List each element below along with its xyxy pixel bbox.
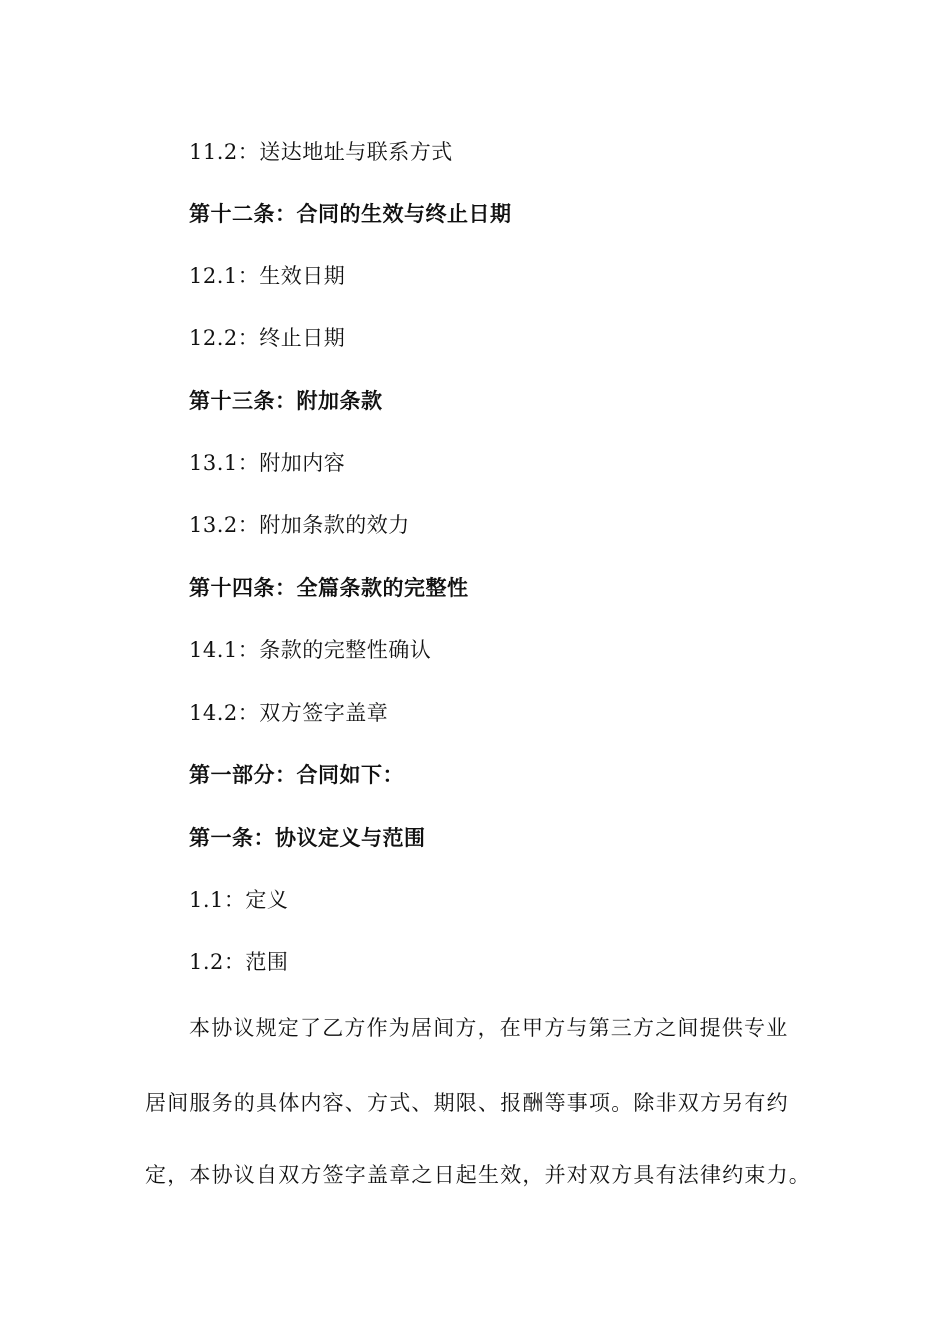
clause-12-2: 12.2：终止日期 [189, 326, 346, 350]
paragraph-line-3: 定，本协议自双方签字盖章之日起生效，并对双方具有法律约束力。 [145, 1163, 811, 1187]
article-13-heading: 第十三条：附加条款 [189, 389, 383, 413]
paragraph-line-1: 本协议规定了乙方作为居间方，在甲方与第三方之间提供专业 [189, 1016, 789, 1040]
clause-1-2: 1.2：范围 [189, 950, 289, 974]
paragraph-line-2: 居间服务的具体内容、方式、期限、报酬等事项。除非双方另有约 [145, 1091, 789, 1115]
clause-12-1: 12.1：生效日期 [189, 264, 346, 288]
article-14-heading: 第十四条：全篇条款的完整性 [189, 576, 469, 600]
clause-14-1: 14.1：条款的完整性确认 [189, 638, 432, 662]
article-12-heading: 第十二条：合同的生效与终止日期 [189, 202, 512, 226]
part-1-heading: 第一部分：合同如下： [189, 763, 404, 787]
clause-13-1: 13.1：附加内容 [189, 451, 346, 475]
clause-11-2: 11.2：送达地址与联系方式 [189, 140, 453, 164]
clause-14-2: 14.2：双方签字盖章 [189, 701, 389, 725]
clause-1-1: 1.1：定义 [189, 888, 289, 912]
article-1-heading: 第一条：协议定义与范围 [189, 826, 426, 850]
clause-13-2: 13.2：附加条款的效力 [189, 513, 410, 537]
